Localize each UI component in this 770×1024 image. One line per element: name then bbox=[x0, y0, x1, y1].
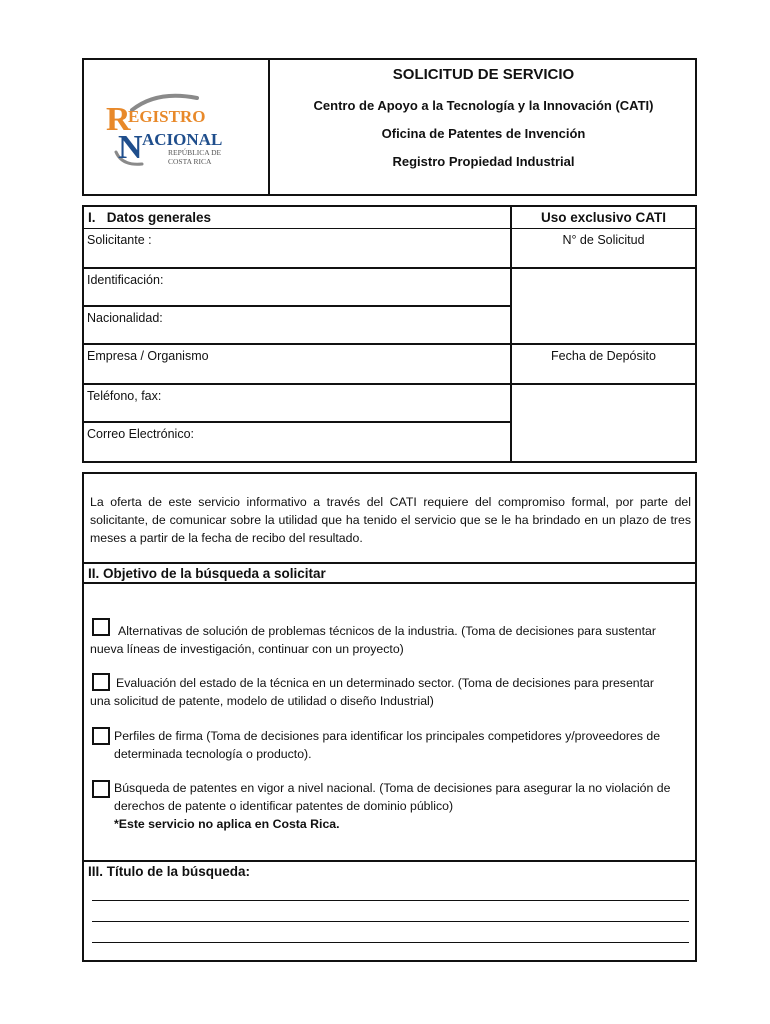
field-correo[interactable] bbox=[84, 423, 510, 461]
option-checkbox-alternativas[interactable] bbox=[92, 618, 110, 636]
request-number-text: N° de Solicitud bbox=[562, 233, 645, 247]
section1-heading-row bbox=[84, 207, 695, 229]
logo-r-initial: R bbox=[106, 101, 131, 138]
title-line-3[interactable] bbox=[92, 942, 689, 943]
section1-heading: I. Datos generales bbox=[88, 210, 212, 225]
form-title: SOLICITUD DE SERVICIO bbox=[392, 66, 575, 83]
section-search-title bbox=[82, 860, 697, 962]
option-text-line2: una solicitud de patente, modelo de utilidad o diseño Industrial) bbox=[90, 694, 434, 708]
header-line2: Oficina de Patentes de Invención bbox=[381, 126, 586, 141]
section-search-objective bbox=[82, 472, 697, 862]
deposit-date-box[interactable] bbox=[510, 385, 695, 461]
field-label: Identificación: bbox=[87, 273, 164, 287]
title-line-1[interactable] bbox=[92, 900, 689, 901]
logo-sub1: REPÚBLICA DE bbox=[168, 148, 222, 157]
cati-exclusive-heading: Uso exclusivo CATI bbox=[510, 207, 695, 228]
field-label: Empresa / Organismo bbox=[87, 349, 209, 363]
option-text-line2: determinada tecnología o producto). bbox=[114, 747, 312, 761]
option-text-line2: derechos de patente o identificar patentes de dominio público) bbox=[114, 799, 454, 813]
option-note: *Este servicio no aplica en Costa Rica. bbox=[114, 817, 340, 831]
field-nacionalidad[interactable] bbox=[84, 307, 510, 345]
header-line3: Registro Propiedad Industrial bbox=[392, 154, 575, 169]
logo-sub2: COSTA RICA bbox=[168, 157, 212, 166]
option-checkbox-perfiles[interactable] bbox=[92, 727, 110, 745]
field-empresa[interactable] bbox=[84, 345, 510, 385]
logo-word2: ACIONAL bbox=[142, 130, 223, 149]
logo-cell bbox=[84, 60, 270, 194]
logo-n-initial: N bbox=[118, 129, 143, 166]
title-line-2[interactable] bbox=[92, 921, 689, 922]
request-number-label bbox=[510, 229, 695, 269]
intro-paragraph: La oferta de este servicio informativo a través del CATI requiere del compromiso formal, por parte del solicitante, de comunicar sobre la utilidad que ha tenido el servicio que se le ha brindado en un plazo de tres meses a partir de la fecha de recibo del resultado. bbox=[90, 495, 691, 545]
header-line1: Centro de Apoyo a la Tecnología y la Innovación (CATI) bbox=[313, 98, 654, 113]
deposit-date-text: Fecha de Depósito bbox=[551, 349, 656, 363]
option-checkbox-evaluacion[interactable] bbox=[92, 673, 110, 691]
field-telefono[interactable] bbox=[84, 385, 510, 423]
option-text-line1: Alternativas de solución de problemas técnicos de la industria. (Toma de decisiones para sustentar bbox=[118, 624, 656, 638]
form-header bbox=[82, 58, 697, 196]
deposit-date-label bbox=[510, 345, 695, 385]
section3-heading: III. Título de la búsqueda: bbox=[88, 864, 251, 879]
option-text-line1: Evaluación del estado de la técnica en un determinado sector. (Toma de decisiones para presentar bbox=[116, 676, 654, 690]
option-checkbox-busqueda[interactable] bbox=[92, 780, 110, 798]
field-label: Nacionalidad: bbox=[87, 311, 163, 325]
field-label: Solicitante : bbox=[87, 233, 152, 247]
field-identificacion[interactable] bbox=[84, 269, 510, 307]
field-label: Teléfono, fax: bbox=[87, 389, 162, 403]
field-label: Correo Electrónico: bbox=[87, 427, 194, 441]
option-text-line1: Perfiles de firma (Toma de decisiones para identificar los principales competidores y/proveedores de bbox=[114, 729, 661, 743]
section2-heading: II. Objetivo de la búsqueda a solicitar bbox=[84, 562, 695, 584]
registro-nacional-logo bbox=[102, 90, 262, 170]
option-text-line1: Búsqueda de patentes en vigor a nivel nacional. (Toma de decisiones para asegurar la no violación de bbox=[114, 781, 671, 795]
section-general-data bbox=[82, 205, 697, 463]
logo-word1: EGISTRO bbox=[128, 107, 206, 126]
field-solicitante[interactable] bbox=[84, 229, 510, 269]
option-text-line2: nueva líneas de investigación, continuar con un proyecto) bbox=[90, 642, 404, 656]
request-number-box[interactable] bbox=[510, 269, 695, 345]
